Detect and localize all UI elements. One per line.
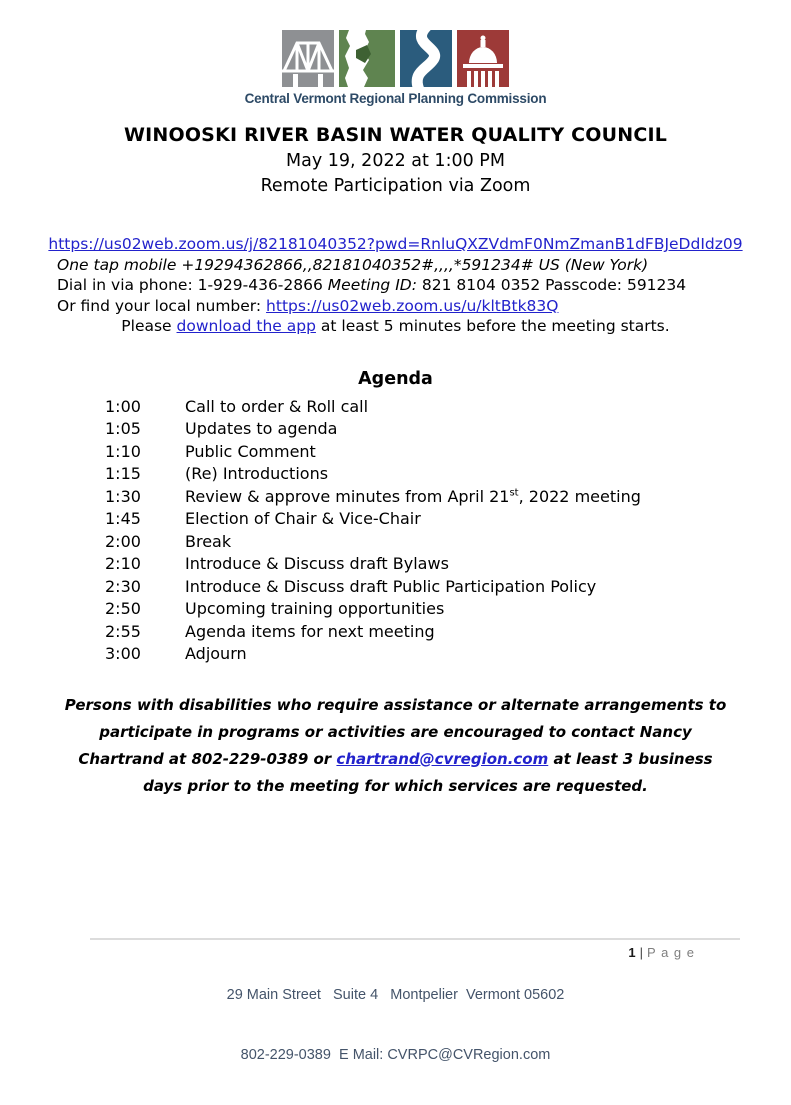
- download-app-line: [0, 316, 791, 337]
- zoom-join-line: [0, 234, 791, 255]
- footer-divider: [90, 938, 740, 940]
- agenda-item: [0, 441, 791, 464]
- local-number-line: [57, 296, 791, 317]
- agenda-time: 2:50: [105, 599, 141, 618]
- meeting-id-label: Meeting ID:: [327, 276, 417, 294]
- agenda-item: [0, 576, 791, 599]
- agenda-time: 2:55: [105, 621, 141, 641]
- download-app-post: at least 5 minutes before the meeting starts.: [315, 317, 670, 335]
- dial-in-line: [57, 275, 791, 296]
- agenda-list: [0, 396, 791, 666]
- agenda-desc: Adjourn: [185, 644, 247, 663]
- page-title: WINOOSKI RIVER BASIN WATER QUALITY COUNCIL: [123, 124, 668, 146]
- page-footer: [0, 938, 791, 1105]
- local-number-link[interactable]: https://us02web.zoom.us/u/kltBtk83Q: [266, 296, 559, 315]
- zoom-join-link[interactable]: https://us02web.zoom.us/j/82181040352?pwd=RnluQXZVdmF0NmZmanB1dFBJeDdIdz09: [48, 235, 743, 253]
- agenda-item: [0, 531, 791, 554]
- agenda-desc: Election of Chair & Vice-Chair: [185, 509, 421, 528]
- agenda-time: 1:45: [105, 509, 141, 528]
- agenda-item: [0, 396, 791, 419]
- ordinal-superscript: st: [509, 487, 519, 499]
- page-number-value: 1: [628, 945, 636, 960]
- footer-contact-line: 802-229-0389 E Mail: CVRPC@CVRegion.com: [240, 1047, 551, 1063]
- agenda-time: 1:10: [105, 441, 141, 461]
- agenda-item: [0, 418, 791, 441]
- agenda-desc: Agenda items for next meeting: [185, 621, 435, 641]
- agenda-item: [0, 621, 791, 644]
- agenda-desc: Introduce & Discuss draft Bylaws: [185, 554, 449, 573]
- notice-post: at least 3 business days prior to the meeting for which services are requested.: [143, 749, 713, 795]
- agenda-item: [0, 553, 791, 576]
- agenda-time: 2:10: [105, 554, 141, 573]
- notice-pre: Persons with disabilities who require assistance or alternate arrangements to participate in programs or activities are encouraged to contact Nancy Chartrand at 802-229-0389 or: [64, 695, 727, 768]
- agenda-heading: Agenda: [358, 368, 433, 389]
- download-app-pre: Please: [121, 317, 177, 335]
- contact-email-link[interactable]: chartrand@cvregion.com: [336, 749, 549, 768]
- agenda-desc-post: , 2022 meeting: [518, 486, 641, 506]
- one-tap-line: One tap mobile +19294362866,,82181040352#,,,,*591234# US (New York): [57, 255, 649, 274]
- agenda-item: [0, 463, 791, 486]
- agenda-desc: Upcoming training opportunities: [185, 599, 445, 618]
- agenda-time: 3:00: [105, 644, 141, 663]
- agenda-item: [0, 598, 791, 621]
- footer-address-line: 29 Main Street Suite 4 Montpelier Vermont 05602: [226, 987, 565, 1003]
- agenda-item: [0, 643, 791, 666]
- logo-caption: Central Vermont Regional Planning Commission: [244, 91, 547, 106]
- agenda-desc: Updates to agenda: [185, 419, 338, 438]
- agenda-desc: Break: [185, 531, 232, 551]
- zoom-connection-info: [0, 234, 791, 337]
- agenda-time: 1:00: [105, 396, 141, 416]
- accessibility-notice: [61, 692, 731, 800]
- agenda-item: [0, 508, 791, 531]
- agenda-desc: (Re) Introductions: [185, 464, 329, 483]
- page-number: [628, 945, 695, 960]
- download-app-link[interactable]: download the app: [176, 317, 316, 335]
- agenda-desc: [185, 486, 665, 509]
- vermont-state-icon: [339, 30, 395, 87]
- meeting-datetime: May 19, 2022 at 1:00 PM: [286, 151, 505, 171]
- agenda-time: 2:30: [105, 576, 141, 596]
- agenda-time: 2:00: [105, 531, 141, 551]
- org-logo: [0, 0, 791, 106]
- agenda-desc: Call to order & Roll call: [185, 396, 369, 416]
- agenda-desc: Introduce & Discuss draft Public Participation Policy: [185, 576, 597, 596]
- logo-tiles: [0, 30, 791, 87]
- document-header: [0, 124, 791, 196]
- meeting-mode: Remote Participation via Zoom: [260, 176, 531, 196]
- meeting-id-value: 821 8104 0352 Passcode: 591234: [416, 276, 687, 294]
- agenda-item: [0, 486, 791, 509]
- agenda-desc-pre: Review & approve minutes from April 21: [185, 486, 510, 506]
- agenda-time: 1:15: [105, 464, 141, 483]
- page-number-bar: |: [639, 945, 644, 960]
- local-number-label: Or find your local number:: [57, 296, 267, 315]
- dial-in-text: Dial in via phone: 1-929-436-2866: [57, 276, 328, 294]
- river-icon: [400, 30, 452, 87]
- agenda-desc: Public Comment: [185, 441, 316, 461]
- agenda-time: 1:30: [105, 486, 141, 506]
- bridge-icon: [282, 30, 334, 87]
- agenda-time: 1:05: [105, 419, 141, 438]
- page-number-label: P a g e: [647, 945, 695, 960]
- capitol-dome-icon: [457, 30, 509, 87]
